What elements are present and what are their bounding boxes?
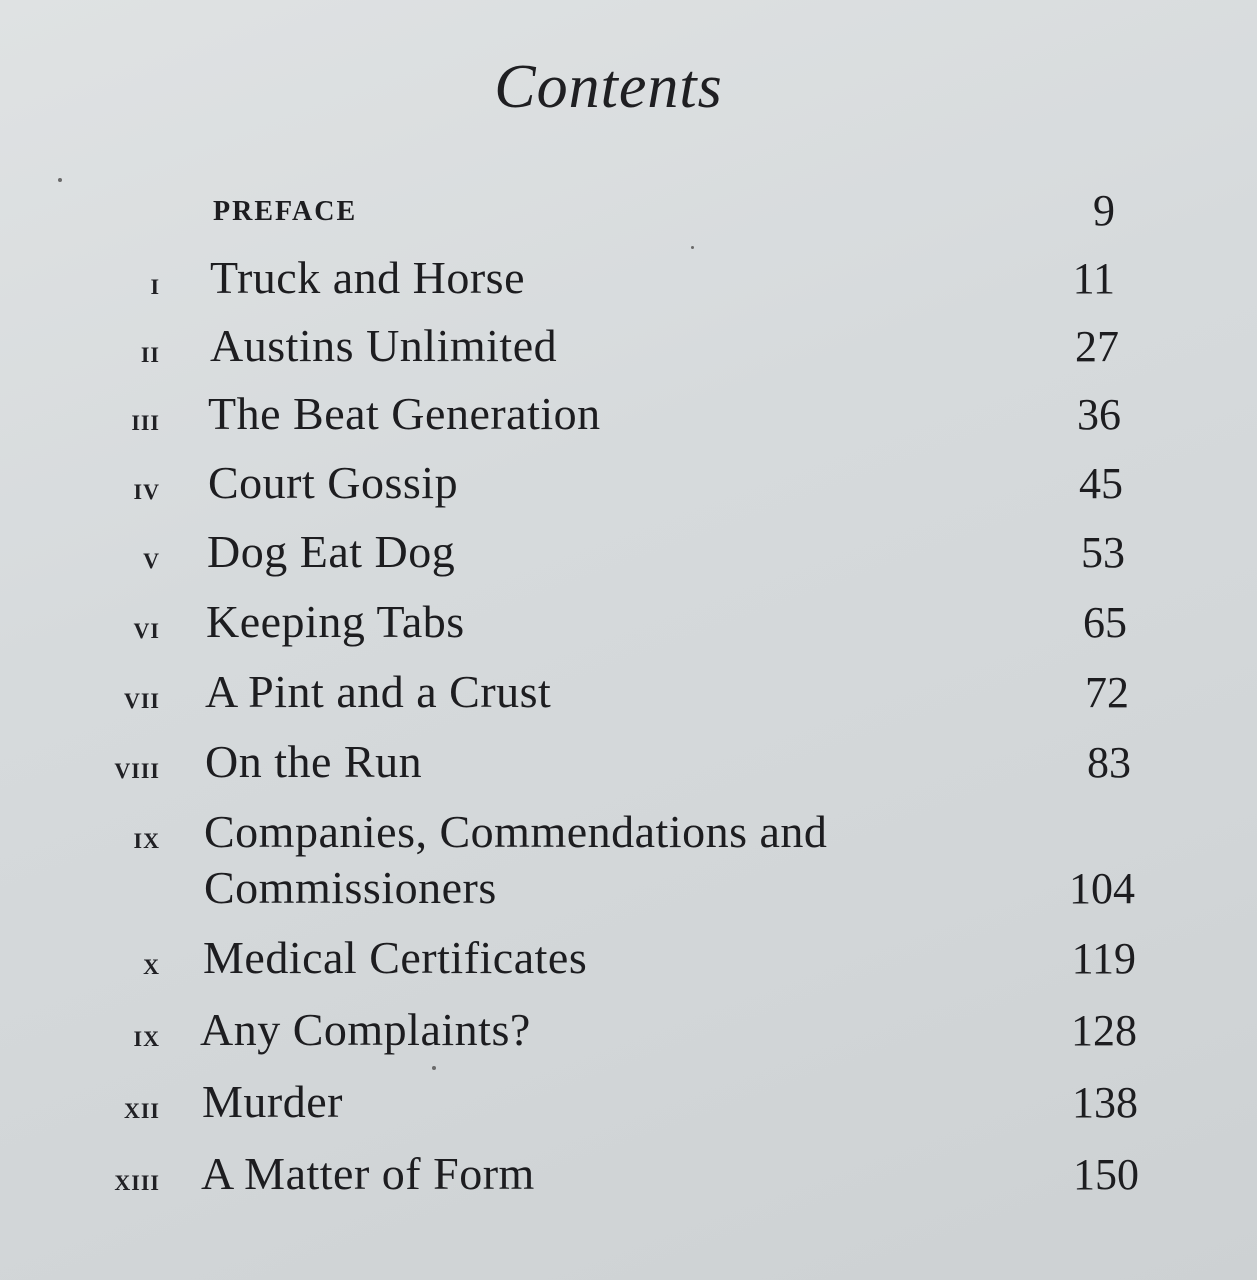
chapter-title: Murder	[202, 1076, 343, 1127]
chapter-numeral: ix	[133, 819, 160, 855]
toc-row	[0, 732, 1257, 792]
toc-row	[0, 453, 1257, 513]
paper-speck	[432, 1066, 436, 1070]
paper-speck	[58, 178, 62, 182]
chapter-numeral: xii	[123, 1089, 160, 1125]
chapter-numeral: ii	[140, 333, 160, 369]
chapter-title: On the Run	[205, 736, 423, 787]
chapter-title: Dog Eat Dog	[207, 526, 456, 577]
toc-row	[0, 1072, 1257, 1132]
chapter-page: 72	[1085, 668, 1129, 717]
chapter-numeral: vi	[133, 609, 160, 645]
toc-row-continuation	[0, 858, 1257, 918]
preface-page: 9	[1093, 186, 1115, 235]
page-title: Contents	[494, 53, 723, 121]
chapter-page: 27	[1075, 322, 1119, 371]
chapter-numeral: x	[143, 945, 160, 981]
chapter-title: A Matter of Form	[201, 1148, 535, 1199]
chapter-numeral: viii	[114, 749, 160, 785]
chapter-page: 11	[1072, 254, 1115, 303]
chapter-page: 45	[1079, 459, 1123, 508]
chapter-title: Keeping Tabs	[206, 596, 465, 647]
chapter-title: The Beat Generation	[208, 388, 601, 439]
chapter-page: 138	[1072, 1078, 1138, 1127]
chapter-page: 36	[1077, 390, 1121, 439]
toc-row	[0, 316, 1257, 376]
toc-row	[0, 1144, 1257, 1204]
toc-row	[0, 802, 1257, 862]
chapter-title: Any Complaints?	[200, 1004, 531, 1055]
chapter-page: 104	[1069, 864, 1135, 913]
chapter-title: Medical Certificates	[203, 932, 588, 983]
chapter-page: 83	[1087, 738, 1131, 787]
chapter-numeral: vii	[123, 679, 160, 715]
chapter-page: 128	[1071, 1006, 1137, 1055]
toc-row	[0, 592, 1257, 652]
chapter-page: 150	[1073, 1150, 1139, 1199]
chapter-numeral: xiii	[114, 1161, 160, 1197]
chapter-title: Court Gossip	[208, 457, 459, 508]
toc-row	[0, 384, 1257, 444]
chapter-page: 53	[1081, 528, 1125, 577]
chapter-title-line2: Commissioners	[204, 862, 497, 913]
chapter-numeral: v	[143, 539, 160, 575]
paper-speck	[691, 246, 694, 249]
toc-row	[0, 928, 1257, 988]
chapter-numeral: i	[150, 265, 160, 301]
preface-label: PREFACE	[213, 196, 358, 227]
chapter-page: 119	[1071, 934, 1136, 983]
chapter-title: A Pint and a Crust	[205, 666, 552, 717]
chapter-numeral: iii	[131, 401, 160, 437]
chapter-title: Truck and Horse	[210, 252, 525, 303]
chapter-title: Companies, Commendations and	[204, 806, 828, 857]
toc-row	[0, 1000, 1257, 1060]
toc-row-preface	[0, 180, 1257, 240]
chapter-numeral: iv	[133, 470, 160, 506]
chapter-numeral: ix	[133, 1017, 160, 1053]
toc-row	[0, 522, 1257, 582]
chapter-title: Austins Unlimited	[210, 320, 558, 371]
toc-row	[0, 248, 1257, 308]
toc-row	[0, 662, 1257, 722]
chapter-page: 65	[1083, 598, 1127, 647]
